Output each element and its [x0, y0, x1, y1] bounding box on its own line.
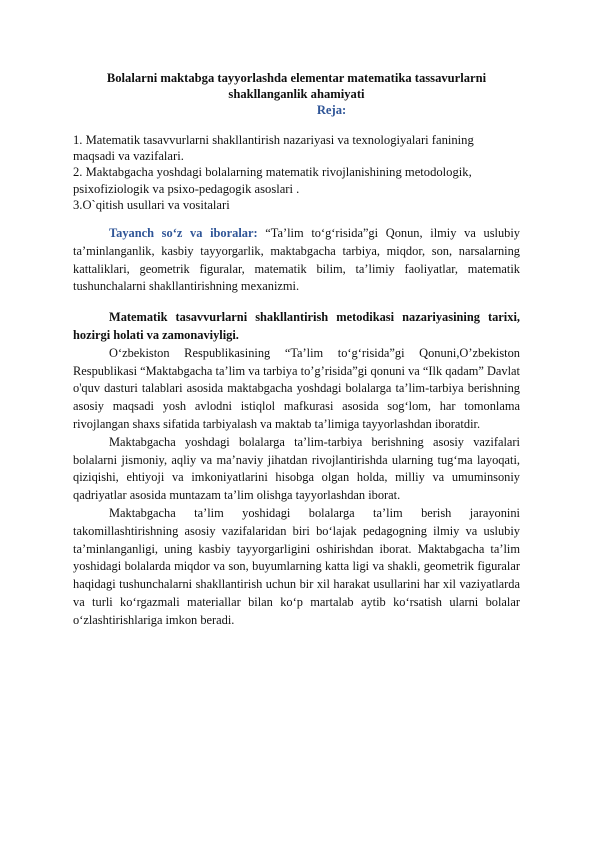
section-heading: Matematik tasavvurlarni shakllantirish metodikasi nazariyasining tarixi, hozirgi holati va zamonaviyligi.	[73, 310, 520, 342]
plan-list	[73, 132, 520, 213]
key-terms-paragraph	[73, 225, 520, 296]
plan-heading: Reja:	[316, 103, 347, 117]
plan-item-2: 2. Maktabgacha yoshdagi bolalarning matematik rivojlanishining metodologik, psixofiziologik va psixo-pedagogik asoslari .	[73, 165, 472, 196]
plan-item-1: 1. Matematik tasavvurlarni shakllantirish nazariyasi va texnologiyalari fanining maqsadi va vazifalari.	[73, 133, 474, 164]
document-title: Bolalarni maktabga tayyorlashda elementar matematika tassavurlarni shakllanganlik ahamiyati	[106, 71, 487, 101]
body-paragraph-2: Maktabgacha yoshdagi bolalarga ta’lim-tarbiya berishning asosiy vazifalari bolalarni jismoniy, aqliy va ma’naviy jihatdan rivojlantirishda ularning tug‘ma layoqati, qiziqishi, ehtiyoji va imkoniyatlarini hisobga olgan holda, milliy va umuminsoniy qadriyatlar asosida muntazam ta’lim olishga tayyorlashdan iborat.	[73, 434, 520, 503]
body-paragraph-3: Maktabgacha ta’lim yoshidagi bolalarga ta’lim berish jarayonini takomillashtirishning asosiy vazifalaridan biri bo‘lajak pedagogning ilmiy va uslubiy ta’minlanganligi, uning kasbiy tayyorgarligini oshirishdan iborat. Maktabgacha ta’lim yoshidagi bolalarda miqdor va son, buyumlarning katta ligi va shakli, geometrik figuralar haqidagi tushunchalarni shakllantirish uchun bir xil harakat usullarini har xil vaziyatlarda va turli ko‘rgazmali materiallar bilan ko‘p martalab aytib ko‘rsatish ularni bolalar o‘zlashtirishlariga imkon beradi.	[73, 505, 520, 627]
key-terms-label: Tayanch so‘z va iboralar:	[109, 226, 258, 241]
key-terms-text: “Ta’lim to‘g‘risida”gi Qonun, ilmiy va uslubiy ta’minlanganlik, kasbiy tayyorgarlik, maktabgacha tarbiya, miqdor, son, narsalarning kattaliklari, geometrik figuralar, matematik bilim, ta’limiy faoliyatlar, matematik tushunchalarni shakllantirishning mexanizmi.	[73, 226, 521, 294]
document-page	[73, 70, 520, 630]
plan-item-3: 3.O`qitish usullari va vositalari	[73, 197, 230, 212]
body-paragraph-1: O‘zbekiston Respublikasining “Ta’lim to‘g‘risida”gi Qonuni,O’zbekiston Respublikasi “Maktabgacha ta’lim va tarbiya to’g’risida”gi qonuni va “Ilk qadam” Davlat o'quv dasturi talablari asosida maktabgacha yoshdagi bolalarga ta’lim-tarbiya berishning asosiy maqsadi yosh avlodni istiqlol mafkurasi asosida sog‘lom, har tomonlama rivojlangan shaxs sifatida tarbiyalash va maktab ta’limiga tayyorlashdan iboratdir.	[73, 345, 520, 431]
